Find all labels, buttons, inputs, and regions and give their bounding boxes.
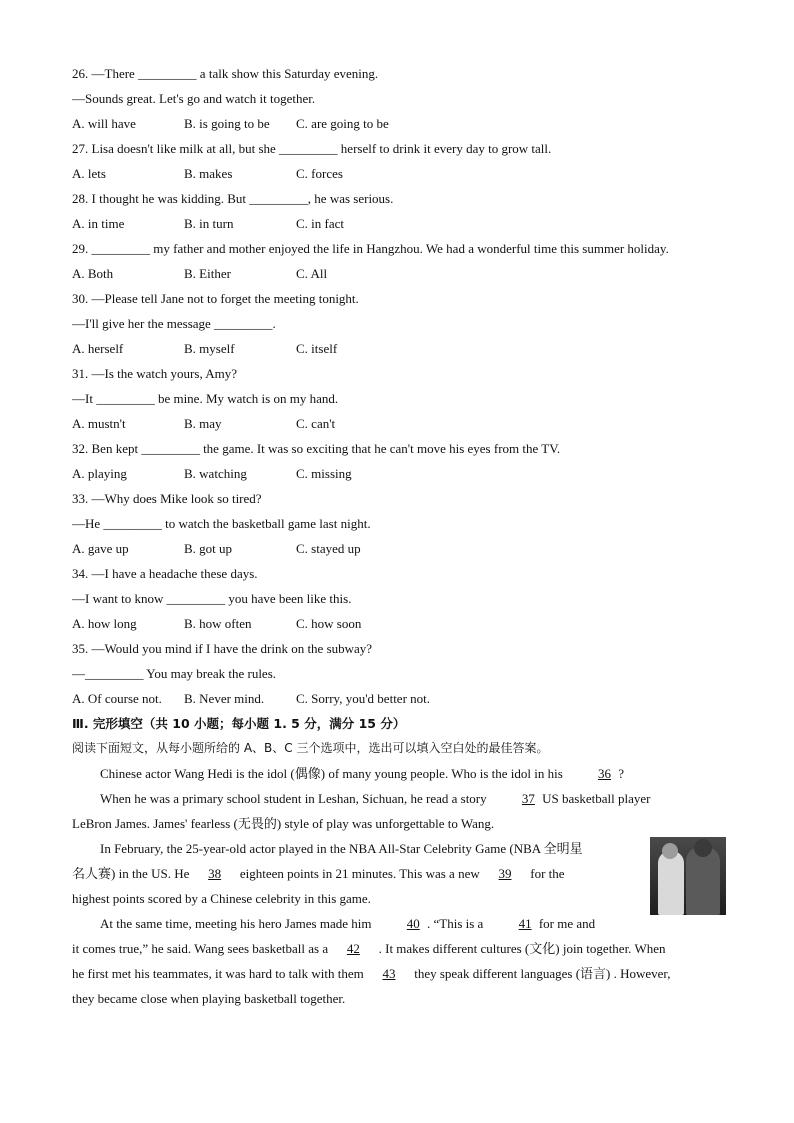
blank-42: 42 [346,941,360,956]
question-28-options [72,211,732,236]
question-35: 35. —Would you mind if I have the drink on the subway? [72,641,373,656]
question-29: 29. _________ my father and mother enjoyed the life in Hangzhou. We had a wonderful time this summer holiday. [72,241,669,256]
question-30-reply: —I'll give her the message _________. [72,316,276,331]
option-b: B. Either [184,266,231,281]
question-28: 28. I thought he was kidding. But _________, he was serious. [72,191,394,206]
option-c: C. can't [296,416,336,431]
passage-line: In February, the 25-year-old actor played in the NBA All-Star Celebrity Game (NBA 全明星 [100,841,583,856]
option-a: A. will have [72,116,136,131]
option-a: A. in time [72,216,125,231]
passage-text: At the same time, meeting his hero James made him [100,916,375,931]
option-a: A. mustn't [72,416,126,431]
blank-39: 39 [498,866,512,881]
option-c: C. in fact [296,216,345,231]
option-c: C. missing [296,466,352,481]
passage-text: for the [526,866,565,881]
option-a: A. gave up [72,541,129,556]
passage-text: US basketball player [538,791,651,806]
question-27: 27. Lisa doesn't like milk at all, but she _________ herself to drink it every day to grow tall. [72,141,552,156]
option-c: C. are going to be [296,116,389,131]
passage-text: eighteen points in 21 minutes. This was a new [236,866,483,881]
question-27-options [72,161,732,186]
question-34-reply: —I want to know _________ you have been like this. [72,591,352,606]
passage-text: for me and [535,916,596,931]
question-31-reply: —It _________ be mine. My watch is on my hand. [72,391,339,406]
option-b: B. got up [184,541,233,556]
question-35-options [72,686,732,711]
question-31-options [72,411,732,436]
option-c: C. All [296,266,328,281]
passage-text: . “This is a [423,916,487,931]
option-a: A. lets [72,166,106,181]
passage-line [72,786,732,811]
passage-text: it comes true,” he said. Wang sees basketball as a [72,941,332,956]
question-33-options [72,536,732,561]
passage-text: they speak different languages (语言) . However, [410,966,671,981]
option-c: C. forces [296,166,343,181]
passage-line [72,961,732,986]
option-b: B. how often [184,616,252,631]
question-33: 33. —Why does Mike look so tired? [72,491,262,506]
option-b: B. in turn [184,216,234,231]
option-a: A. Both [72,266,114,281]
section-instruction: 阅读下面短文，从每小题所给的 A、B、C 三个选项中，选出可以填入空白处的最佳答案。 [72,741,549,755]
passage-line [72,911,732,936]
option-a: A. herself [72,341,124,356]
question-34: 34. —I have a headache these days. [72,566,258,581]
passage-text: . It makes different cultures (文化) join together. When [375,941,666,956]
photo-of-two-people-icon [650,837,726,915]
question-26-reply: —Sounds great. Let's go and watch it together. [72,91,316,106]
question-31: 31. —Is the watch yours, Amy? [72,366,238,381]
passage-line: they became close when playing basketball together. [72,991,346,1006]
question-35-reply: —_________ You may break the rules. [72,666,277,681]
passage-line [72,761,732,786]
passage-text: When he was a primary school student in Leshan, Sichuan, he read a story [100,791,490,806]
question-29-options [72,261,732,286]
question-33-reply: —He _________ to watch the basketball game last night. [72,516,371,531]
option-a: A. how long [72,616,137,631]
passage-line: highest points scored by a Chinese celebrity in this game. [72,891,371,906]
question-26: 26. —There _________ a talk show this Saturday evening. [72,66,379,81]
option-c: C. stayed up [296,541,361,556]
option-b: B. makes [184,166,233,181]
passage-text: 名人赛) in the US. He [72,866,193,881]
question-30-options [72,336,732,361]
question-30: 30. —Please tell Jane not to forget the meeting tonight. [72,291,359,306]
option-b: B. may [184,416,222,431]
blank-38: 38 [208,866,222,881]
passage-text: ? [615,766,625,781]
passage-line [72,861,732,886]
question-32: 32. Ben kept _________ the game. It was so exciting that he can't move his eyes from the TV. [72,441,561,456]
option-b: B. myself [184,341,235,356]
option-b: B. watching [184,466,247,481]
question-26-options [72,111,732,136]
option-b: B. Never mind. [184,691,265,706]
passage-text: he first met his teammates, it was hard to talk with them [72,966,367,981]
option-b: B. is going to be [184,116,270,131]
blank-43: 43 [382,966,396,981]
question-34-options [72,611,732,636]
question-32-options [72,461,732,486]
section-title: Ⅲ. 完形填空（共 10 小题；每小题 1. 5 分，满分 15 分） [72,716,406,731]
passage-line: LeBron James. James' fearless (无畏的) style of play was unforgettable to Wang. [72,816,495,831]
passage-text: Chinese actor Wang Hedi is the idol (偶像) of many young people. Who is the idol in his [100,766,567,781]
option-c: C. itself [296,341,338,356]
blank-40: 40 [406,916,420,931]
blank-37: 37 [521,791,535,806]
option-a: A. playing [72,466,127,481]
option-c: C. Sorry, you'd better not. [296,691,431,706]
blank-41: 41 [518,916,532,931]
option-a: A. Of course not. [72,691,162,706]
passage-line [72,936,732,961]
option-c: C. how soon [296,616,362,631]
worksheet-page [72,61,732,1011]
blank-36: 36 [598,766,612,781]
